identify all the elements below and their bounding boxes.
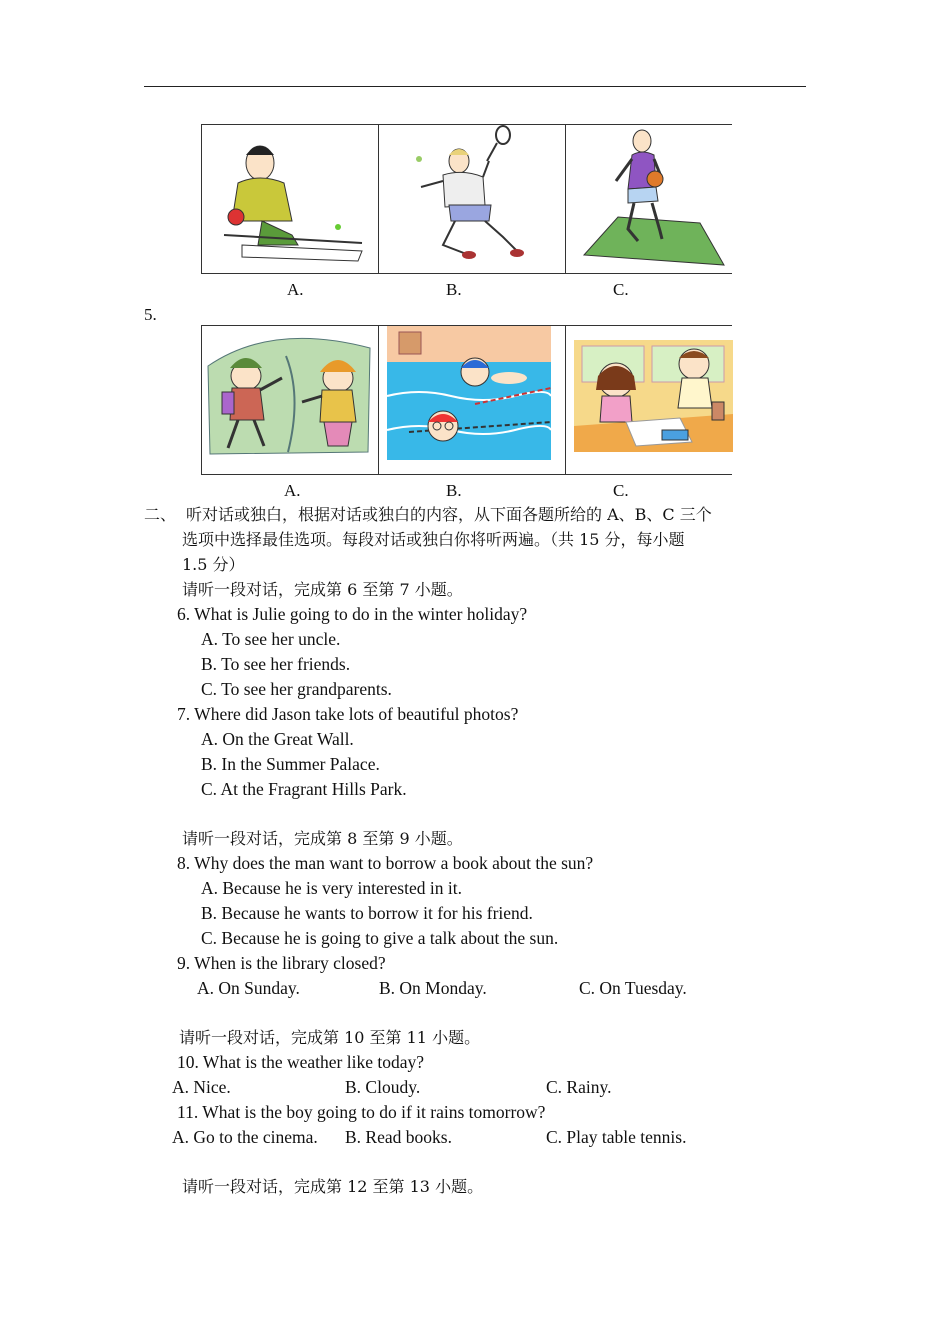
q5-option-c-image — [566, 326, 733, 474]
q6-option-b: B. To see her friends. — [201, 654, 351, 674]
q7-option-a: A. On the Great Wall. — [201, 729, 354, 749]
q10-option-a: A. Nice. — [172, 1077, 231, 1097]
group-intro-8-9: 请听一段对话，完成第 8 至第 9 小题。 — [182, 829, 463, 848]
q4-image-table — [201, 124, 732, 274]
q4-option-a-image — [202, 125, 379, 273]
q4-label-b: B. — [446, 280, 462, 299]
q5-label-c: C. — [613, 481, 629, 500]
section2-heading-line3: 1.5 分） — [182, 555, 245, 574]
q10-option-b: B. Cloudy. — [345, 1077, 421, 1097]
q4-option-b-image — [379, 125, 566, 273]
q5-label-b: B. — [446, 481, 462, 500]
q6-option-c: C. To see her grandparents. — [201, 679, 392, 699]
section2-heading-line2: 选项中选择最佳选项。每段对话或独白你将听两遍。（共 15 分，每小题 — [182, 530, 685, 549]
q4-label-c: C. — [613, 280, 629, 299]
q5-option-b-image — [379, 326, 566, 474]
swimming-kids-picture — [379, 326, 566, 474]
q5-option-a-image — [202, 326, 379, 474]
q5-image-table — [201, 325, 732, 475]
q4-label-a: A. — [287, 280, 304, 299]
group-intro-10-11: 请听一段对话，完成第 10 至第 11 小题。 — [179, 1028, 481, 1047]
question-9: 9. When is the library closed? — [177, 953, 386, 973]
group-intro-6-7: 请听一段对话，完成第 6 至第 7 小题。 — [182, 580, 463, 599]
question-7: 7. Where did Jason take lots of beautiful photos? — [177, 704, 519, 724]
q8-option-b: B. Because he wants to borrow it for his friend. — [201, 903, 533, 923]
drawing-kids-picture — [566, 326, 733, 474]
tennis-player-picture — [379, 125, 566, 273]
q9-option-c: C. On Tuesday. — [579, 978, 687, 998]
group-intro-12-13: 请听一段对话，完成第 12 至第 13 小题。 — [182, 1177, 484, 1196]
section2-heading-line1: 听对话或独白，根据对话或独白的内容，从下面各题所给的 A、B、C 三个 — [186, 505, 712, 524]
q11-option-c: C. Play table tennis. — [546, 1127, 687, 1147]
question-6: 6. What is Julie going to do in the winter holiday? — [177, 604, 528, 624]
q9-option-b: B. On Monday. — [379, 978, 487, 998]
hiking-kids-picture — [202, 326, 379, 474]
question-8: 8. Why does the man want to borrow a book about the sun? — [177, 853, 594, 873]
q6-option-a: A. To see her uncle. — [201, 629, 341, 649]
q9-option-a: A. On Sunday. — [197, 978, 300, 998]
basketball-player-picture — [566, 125, 733, 273]
table-tennis-player-picture — [202, 125, 379, 273]
q7-option-b: B. In the Summer Palace. — [201, 754, 380, 774]
q8-option-c: C. Because he is going to give a talk about the sun. — [201, 928, 559, 948]
section2-number: 二、 — [144, 505, 177, 524]
question-10: 10. What is the weather like today? — [177, 1052, 425, 1072]
question-11: 11. What is the boy going to do if it rains tomorrow? — [177, 1102, 546, 1122]
header-rule — [144, 86, 806, 87]
q11-option-b: B. Read books. — [345, 1127, 452, 1147]
q5-number: 5. — [144, 305, 157, 324]
q7-option-c: C. At the Fragrant Hills Park. — [201, 779, 407, 799]
q8-option-a: A. Because he is very interested in it. — [201, 878, 462, 898]
q4-option-c-image — [566, 125, 733, 273]
q5-label-a: A. — [284, 481, 301, 500]
q10-option-c: C. Rainy. — [546, 1077, 612, 1097]
q11-option-a: A. Go to the cinema. — [172, 1127, 318, 1147]
